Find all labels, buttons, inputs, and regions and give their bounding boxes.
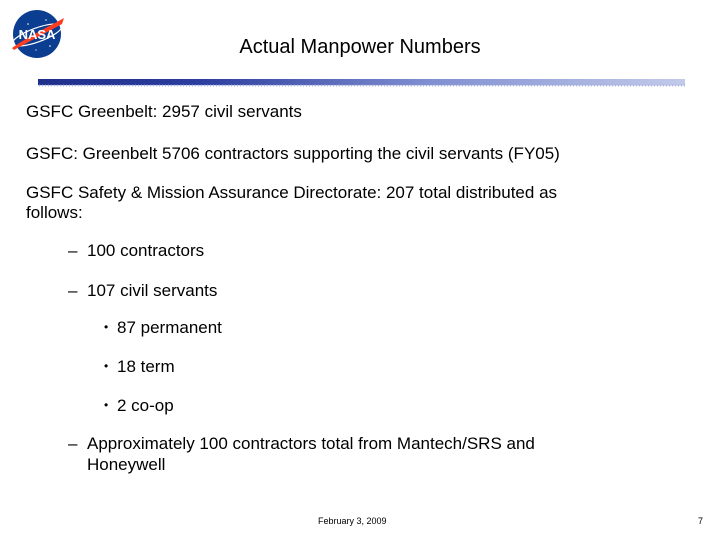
dash-marker: –: [68, 434, 78, 453]
sub-item-approx-contractors: Approximately 100 contractors total from Mantech/SRS and: [87, 434, 535, 453]
sub-item-civil-servants: 107 civil servants: [87, 281, 218, 300]
line-sma-directorate: GSFC Safety & Mission Assurance Directorate: 207 total distributed as: [26, 183, 558, 202]
dash-marker: –: [68, 281, 78, 300]
page-number: 7: [698, 516, 704, 526]
footer-date: February 3, 2009: [318, 516, 387, 526]
bullet-marker: •: [104, 398, 109, 412]
slide-title: Actual Manpower Numbers: [239, 36, 481, 58]
bullet-marker: •: [104, 359, 109, 373]
title-rule-dots: [38, 84, 685, 87]
sub-item-approx-contractors-cont: Honeywell: [87, 455, 166, 474]
sub-sub-item-coop: 2 co-op: [117, 396, 174, 415]
sub-sub-item-term: 18 term: [117, 357, 175, 376]
line-greenbelt-contractors: GSFC: Greenbelt 5706 contractors supporting the civil servants (FY05): [26, 144, 560, 163]
logo-text: NASA: [18, 27, 56, 42]
line-sma-directorate-cont: follows:: [26, 203, 83, 222]
bullet-marker: •: [104, 320, 109, 334]
line-greenbelt-civil: GSFC Greenbelt: 2957 civil servants: [26, 102, 302, 121]
dash-marker: –: [68, 241, 78, 260]
sub-sub-item-permanent: 87 permanent: [117, 318, 222, 337]
sub-item-contractors: 100 contractors: [87, 241, 205, 260]
